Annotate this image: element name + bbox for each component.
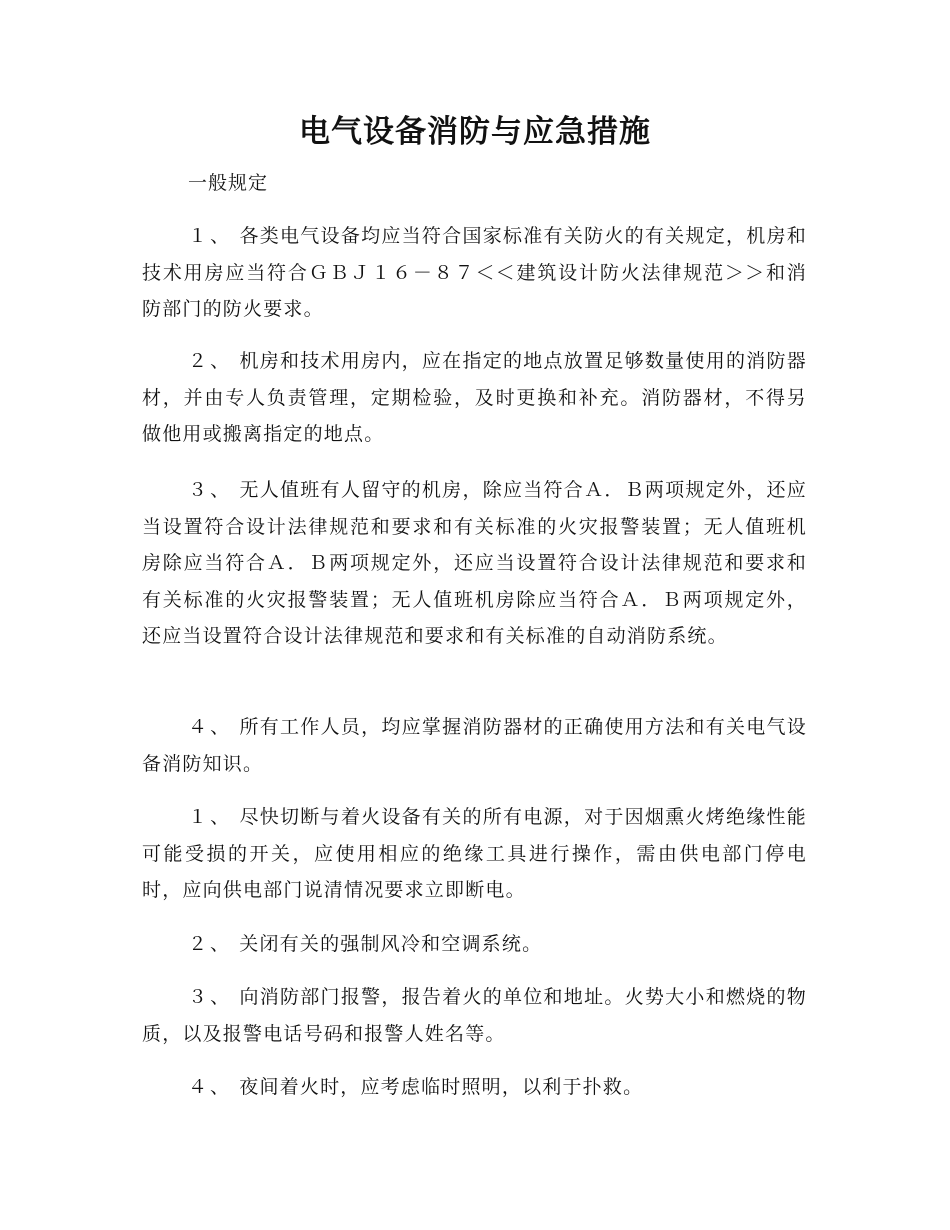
paragraph-number: １、 <box>188 225 233 247</box>
paragraph-text: 各类电气设备均应当符合国家标准有关防火的有关规定，机房和技术用房应当符合ＧＢＪ１６－８７＜＜建筑设计防火法律规范＞＞和消防部门的防火要求。 <box>142 225 807 321</box>
paragraph-2 <box>142 343 807 453</box>
paragraph-number: ２、 <box>188 350 233 372</box>
paragraph-number: ４、 <box>188 716 233 738</box>
paragraph-number: ３、 <box>188 479 233 501</box>
paragraph-6 <box>142 926 807 963</box>
paragraph-5 <box>142 799 807 909</box>
paragraph-text: 向消防部门报警，报告着火的单位和地址。火势大小和燃烧的物质，以及报警电话号码和报警人姓名等。 <box>142 986 807 1045</box>
paragraph-7 <box>142 979 807 1052</box>
paragraph-number: ４、 <box>188 1076 233 1098</box>
paragraph-4 <box>142 709 807 782</box>
paragraph-8 <box>142 1069 807 1106</box>
paragraph-number: ３、 <box>188 986 233 1008</box>
paragraph-text: 无人值班有人留守的机房，除应当符合Ａ．Ｂ两项规定外，还应当设置符合设计法律规范和要求和有关标准的火灾报警装置；无人值班机房除应当符合Ａ．Ｂ两项规定外，还应当设置符合设计法律规范和要求和有关标准的火灾报警装置；无人值班机房除应当符合Ａ．Ｂ两项规定外，还应当设置符合设计法律规范和要求和有关标准的自动消防系统。 <box>142 479 807 648</box>
paragraph-text: 关闭有关的强制风冷和空调系统。 <box>239 933 543 955</box>
paragraph-3 <box>142 472 807 655</box>
section-heading: 一般规定 <box>188 172 269 194</box>
paragraph-text: 所有工作人员，均应掌握消防器材的正确使用方法和有关电气设备消防知识。 <box>142 716 807 775</box>
paragraph-number: １、 <box>188 806 233 828</box>
paragraph-text: 尽快切断与着火设备有关的所有电源，对于因烟熏火烤绝缘性能可能受损的开关，应使用相应的绝缘工具进行操作，需由供电部门停电时，应向供电部门说清情况要求立即断电。 <box>142 806 807 902</box>
paragraph-number: ２、 <box>188 933 233 955</box>
paragraph-text: 机房和技术用房内，应在指定的地点放置足够数量使用的消防器材，并由专人负责管理，定期检验，及时更换和补充。消防器材，不得另做他用或搬离指定的地点。 <box>142 350 807 446</box>
document-title: 电气设备消防与应急措施 <box>299 114 651 150</box>
paragraph-1 <box>142 218 807 328</box>
paragraph-text: 夜间着火时，应考虑临时照明，以利于扑救。 <box>239 1076 644 1098</box>
